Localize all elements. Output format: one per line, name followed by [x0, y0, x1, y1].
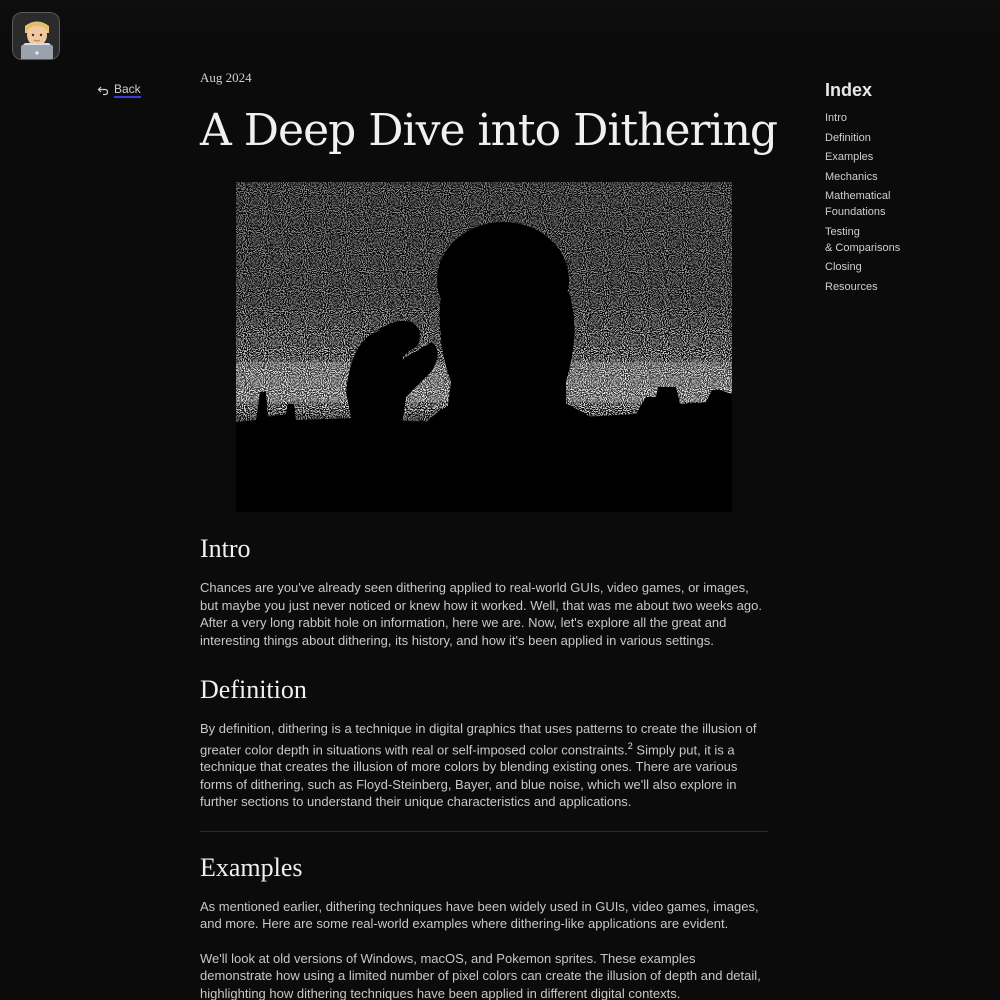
back-link[interactable]: [97, 83, 141, 98]
avatar[interactable]: [12, 12, 60, 60]
index-item-mechanics[interactable]: [825, 169, 985, 185]
index-item-label: Mechanics: [825, 170, 878, 183]
footnote-link[interactable]: 2: [627, 740, 633, 751]
index-item-definition[interactable]: [825, 130, 985, 146]
article-header: [200, 70, 778, 156]
index-item-label: Mathematical: [825, 190, 891, 202]
definition-paragraph: [200, 720, 768, 811]
undo-arrow-icon: [97, 85, 109, 97]
table-of-contents: [825, 80, 985, 298]
article-body: [200, 533, 768, 1000]
index-item-examples[interactable]: [825, 149, 985, 165]
definition-text-a: By definition, dithering is a technique in digital graphics that uses patterns to create the illusion of greater color depth in situations with real or self-imposed color constraints.: [200, 721, 757, 757]
examples-paragraph-2: We'll look at old versions of Windows, macOS, and Pokemon sprites. These examples demonstrate how using a limited number of pixel colors can create the illusion of depth and detail, highlighting how dithering techniques have been applied in different digital contexts.: [200, 950, 761, 1000]
hero-dithered-image: [236, 182, 732, 512]
index-item-label: Resources: [825, 280, 878, 293]
article-date: Aug 2024: [200, 70, 252, 85]
index-item-intro[interactable]: [825, 110, 985, 126]
intro-paragraph: Chances are you've already seen dithering applied to real-world GUIs, video games, or images, but maybe you just never noticed or knew how it worked. Well, that was me about two weeks ago. After a very long rabbit hole on information, here we are. Now, let's explore all the great and interesting things about dithering, its history, and how it's been applied in various settings.: [200, 580, 762, 648]
index-item-label: Examples: [825, 151, 874, 163]
index-item-label-line2: & Comparisons: [825, 241, 901, 254]
index-item-mathematical[interactable]: [825, 188, 985, 220]
index-list: [825, 110, 985, 295]
section-heading-examples: Examples: [200, 852, 303, 882]
person-with-laptop-icon: [13, 13, 60, 60]
definition-text-b: Simply put, it is a technique that creates the illusion of more colors by blending existing ones. There are various forms of dithering, such as Floyd-Steinberg, Bayer, and blue noise, which we'll also explore in further sections to understand their unique characteristics and applications.: [200, 741, 738, 810]
back-label: Back: [114, 82, 141, 96]
article-title: A Deep Dive into Dithering: [200, 105, 778, 156]
section-heading-definition: Definition: [200, 675, 307, 704]
index-item-testing[interactable]: [825, 224, 985, 256]
section-heading-intro: Intro: [200, 534, 251, 563]
index-item-label: Intro: [825, 112, 848, 124]
top-bar: [0, 0, 1000, 36]
section-definition: [200, 674, 768, 811]
section-examples: [200, 852, 768, 1000]
index-item-label: Closing: [825, 261, 862, 273]
examples-paragraph-1: As mentioned earlier, dithering techniques have been widely used in GUIs, video games, images, and more. Here are some real-world examples where dithering-like applications are evident.: [200, 898, 759, 932]
index-item-label: Definition: [825, 131, 871, 144]
index-item-closing[interactable]: [825, 259, 985, 275]
index-item-resources[interactable]: [825, 279, 985, 295]
index-item-label-line2: Foundations: [825, 206, 886, 218]
section-divider: [200, 831, 768, 832]
index-item-label: Testing: [825, 225, 860, 238]
section-intro: [200, 533, 768, 649]
index-heading: Index: [825, 80, 873, 100]
